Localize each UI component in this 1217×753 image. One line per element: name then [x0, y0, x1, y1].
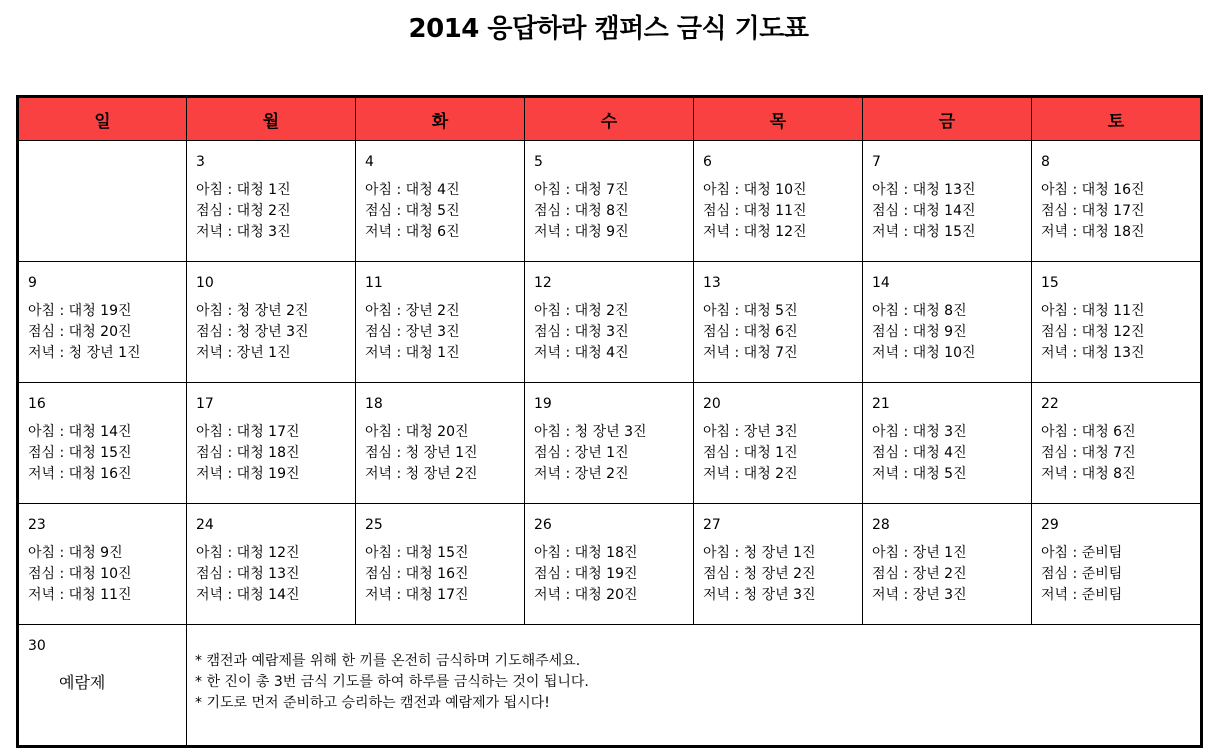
day-cell	[18, 625, 187, 747]
day-number: 15	[1041, 275, 1059, 291]
meal-dinner: 저녁 : 대청 11진	[28, 587, 132, 603]
day-cell	[1032, 262, 1202, 383]
day-cell	[356, 141, 525, 262]
week-row	[18, 141, 1202, 262]
notes-list	[187, 625, 1200, 714]
note-item: * 한 진이 총 3번 금식 기도를 하여 하루를 금식하는 것이 됩니다.	[195, 674, 589, 690]
meal-lunch: 점심 : 청 장년 3진	[196, 324, 309, 340]
day-number: 20	[703, 396, 721, 412]
fasting-calendar	[16, 95, 1203, 748]
meal-schedule	[694, 175, 862, 243]
meal-breakfast: 아침 : 대청 14진	[28, 424, 132, 440]
day-cell	[18, 383, 187, 504]
meal-schedule	[1032, 296, 1200, 364]
final-week-row	[18, 625, 1202, 747]
day-cell	[863, 141, 1032, 262]
meal-schedule	[525, 417, 693, 485]
meal-breakfast: 아침 : 대청 3진	[872, 424, 967, 440]
meal-schedule	[694, 296, 862, 364]
weekday-header-wed: 수	[525, 97, 694, 141]
day-number: 12	[534, 275, 552, 291]
day-cell	[18, 141, 187, 262]
meal-schedule	[187, 175, 355, 243]
meal-breakfast: 아침 : 대청 1진	[196, 182, 291, 198]
meal-breakfast: 아침 : 대청 13진	[872, 182, 976, 198]
weekday-header-sat: 토	[1032, 97, 1202, 141]
meal-dinner: 저녁 : 대청 18진	[1041, 224, 1145, 240]
weekday-header-tue: 화	[356, 97, 525, 141]
meal-breakfast: 아침 : 대청 17진	[196, 424, 300, 440]
day-cell	[525, 504, 694, 625]
meal-lunch: 점심 : 준비팀	[1041, 566, 1123, 582]
week-row	[18, 504, 1202, 625]
day-cell	[863, 262, 1032, 383]
day-number: 3	[196, 154, 205, 170]
day-cell	[187, 504, 356, 625]
meal-lunch: 점심 : 대청 5진	[365, 203, 460, 219]
meal-schedule	[19, 175, 186, 180]
day-cell	[18, 262, 187, 383]
meal-dinner: 저녁 : 대청 14진	[196, 587, 300, 603]
day-number: 17	[196, 396, 214, 412]
meal-schedule	[187, 296, 355, 364]
meal-breakfast: 아침 : 대청 2진	[534, 303, 629, 319]
day-cell	[187, 383, 356, 504]
page-title: 2014 응답하라 캠퍼스 금식 기도표	[408, 14, 809, 44]
day-number: 18	[365, 396, 383, 412]
day-cell	[1032, 141, 1202, 262]
meal-dinner: 저녁 : 청 장년 1진	[28, 345, 141, 361]
weekday-header-sun: 일	[18, 97, 187, 141]
meal-lunch: 점심 : 대청 18진	[196, 445, 300, 461]
event-label: 예람제	[59, 673, 106, 692]
day-cell	[187, 262, 356, 383]
meal-lunch: 점심 : 청 장년 2진	[703, 566, 816, 582]
meal-dinner: 저녁 : 대청 7진	[703, 345, 798, 361]
meal-breakfast: 아침 : 청 장년 3진	[534, 424, 647, 440]
meal-schedule	[1032, 417, 1200, 485]
meal-breakfast: 아침 : 준비팀	[1041, 545, 1123, 561]
day-number: 11	[365, 275, 383, 291]
meal-lunch: 점심 : 대청 15진	[28, 445, 132, 461]
day-number: 22	[1041, 396, 1059, 412]
day-number: 24	[196, 517, 214, 533]
meal-breakfast: 아침 : 장년 1진	[872, 545, 967, 561]
meal-dinner: 저녁 : 대청 20진	[534, 587, 638, 603]
meal-dinner: 저녁 : 대청 17진	[365, 587, 469, 603]
meal-dinner: 저녁 : 대청 10진	[872, 345, 976, 361]
meal-lunch: 점심 : 대청 3진	[534, 324, 629, 340]
meal-schedule	[356, 417, 524, 485]
day-cell	[863, 383, 1032, 504]
meal-lunch: 점심 : 대청 12진	[1041, 324, 1145, 340]
meal-schedule	[187, 417, 355, 485]
meal-lunch: 점심 : 대청 11진	[703, 203, 807, 219]
meal-dinner: 저녁 : 대청 1진	[365, 345, 460, 361]
day-number: 29	[1041, 517, 1059, 533]
day-number: 8	[1041, 154, 1050, 170]
day-cell	[356, 262, 525, 383]
day-number: 10	[196, 275, 214, 291]
meal-schedule	[356, 538, 524, 606]
meal-schedule	[525, 296, 693, 364]
day-number: 6	[703, 154, 712, 170]
meal-breakfast: 아침 : 대청 6진	[1041, 424, 1136, 440]
meal-breakfast: 아침 : 청 장년 2진	[196, 303, 309, 319]
meal-breakfast: 아침 : 대청 20진	[365, 424, 469, 440]
meal-breakfast: 아침 : 대청 4진	[365, 182, 460, 198]
meal-lunch: 점심 : 장년 2진	[872, 566, 967, 582]
meal-dinner: 저녁 : 대청 2진	[703, 466, 798, 482]
meal-dinner: 저녁 : 청 장년 2진	[365, 466, 478, 482]
meal-breakfast: 아침 : 대청 19진	[28, 303, 132, 319]
day-number: 9	[28, 275, 37, 291]
meal-schedule	[1032, 538, 1200, 606]
note-item: * 캠전과 예람제를 위해 한 끼를 온전히 금식하며 기도해주세요.	[195, 653, 581, 669]
day-number: 28	[872, 517, 890, 533]
day-number: 30	[28, 638, 46, 654]
meal-breakfast: 아침 : 대청 18진	[534, 545, 638, 561]
day-number: 7	[872, 154, 881, 170]
week-row	[18, 383, 1202, 504]
meal-breakfast: 아침 : 대청 10진	[703, 182, 807, 198]
meal-lunch: 점심 : 대청 17진	[1041, 203, 1145, 219]
day-number: 19	[534, 396, 552, 412]
day-cell	[18, 504, 187, 625]
meal-breakfast: 아침 : 장년 2진	[365, 303, 460, 319]
meal-schedule	[863, 175, 1031, 243]
meal-lunch: 점심 : 대청 1진	[703, 445, 798, 461]
day-cell	[1032, 383, 1202, 504]
meal-lunch: 점심 : 장년 1진	[534, 445, 629, 461]
meal-breakfast: 아침 : 대청 15진	[365, 545, 469, 561]
meal-breakfast: 아침 : 장년 3진	[703, 424, 798, 440]
meal-dinner: 저녁 : 장년 2진	[534, 466, 629, 482]
meal-lunch: 점심 : 대청 13진	[196, 566, 300, 582]
meal-schedule	[356, 296, 524, 364]
day-number: 13	[703, 275, 721, 291]
meal-schedule	[19, 538, 186, 606]
meal-schedule	[863, 538, 1031, 606]
meal-breakfast: 아침 : 대청 7진	[534, 182, 629, 198]
meal-dinner: 저녁 : 장년 3진	[872, 587, 967, 603]
meal-breakfast: 아침 : 청 장년 1진	[703, 545, 816, 561]
meal-dinner: 저녁 : 대청 8진	[1041, 466, 1136, 482]
day-number: 21	[872, 396, 890, 412]
meal-lunch: 점심 : 대청 4진	[872, 445, 967, 461]
meal-breakfast: 아침 : 대청 5진	[703, 303, 798, 319]
day-number: 14	[872, 275, 890, 291]
note-item: * 기도로 먼저 준비하고 승리하는 캠전과 예람제가 됩시다!	[195, 695, 550, 711]
day-cell	[525, 383, 694, 504]
day-number: 4	[365, 154, 374, 170]
weekday-header-mon: 월	[187, 97, 356, 141]
meal-dinner: 저녁 : 대청 19진	[196, 466, 300, 482]
meal-schedule	[187, 538, 355, 606]
day-number: 5	[534, 154, 543, 170]
meal-dinner: 저녁 : 대청 15진	[872, 224, 976, 240]
meal-schedule	[694, 417, 862, 485]
meal-schedule	[19, 296, 186, 364]
meal-lunch: 점심 : 장년 3진	[365, 324, 460, 340]
meal-dinner: 저녁 : 장년 1진	[196, 345, 291, 361]
day-cell	[356, 383, 525, 504]
day-cell	[1032, 504, 1202, 625]
weekday-header-fri: 금	[863, 97, 1032, 141]
day-cell	[694, 383, 863, 504]
day-cell	[525, 141, 694, 262]
meal-schedule	[525, 538, 693, 606]
meal-lunch: 점심 : 대청 7진	[1041, 445, 1136, 461]
meal-schedule	[356, 175, 524, 243]
meal-dinner: 저녁 : 준비팀	[1041, 587, 1123, 603]
day-number: 25	[365, 517, 383, 533]
meal-lunch: 점심 : 대청 8진	[534, 203, 629, 219]
meal-lunch: 점심 : 대청 6진	[703, 324, 798, 340]
notes-cell	[187, 625, 1202, 747]
meal-dinner: 저녁 : 대청 6진	[365, 224, 460, 240]
day-cell	[525, 262, 694, 383]
meal-lunch: 점심 : 청 장년 1진	[365, 445, 478, 461]
week-row	[18, 262, 1202, 383]
meal-lunch: 점심 : 대청 2진	[196, 203, 291, 219]
day-number: 27	[703, 517, 721, 533]
meal-dinner: 저녁 : 대청 13진	[1041, 345, 1145, 361]
meal-dinner: 저녁 : 청 장년 3진	[703, 587, 816, 603]
day-number	[19, 141, 186, 175]
meal-lunch: 점심 : 대청 9진	[872, 324, 967, 340]
day-number: 26	[534, 517, 552, 533]
weekday-header-row	[18, 97, 1202, 141]
meal-breakfast: 아침 : 대청 11진	[1041, 303, 1145, 319]
day-number: 23	[28, 517, 46, 533]
meal-lunch: 점심 : 대청 10진	[28, 566, 132, 582]
day-number: 16	[28, 396, 46, 412]
meal-schedule	[694, 538, 862, 606]
day-cell	[863, 504, 1032, 625]
meal-lunch: 점심 : 대청 14진	[872, 203, 976, 219]
meal-lunch: 점심 : 대청 19진	[534, 566, 638, 582]
meal-breakfast: 아침 : 대청 9진	[28, 545, 123, 561]
day-cell	[187, 141, 356, 262]
meal-schedule	[19, 417, 186, 485]
meal-breakfast: 아침 : 대청 8진	[872, 303, 967, 319]
meal-schedule	[863, 417, 1031, 485]
meal-dinner: 저녁 : 대청 5진	[872, 466, 967, 482]
day-cell	[694, 262, 863, 383]
meal-lunch: 점심 : 대청 16진	[365, 566, 469, 582]
meal-lunch: 점심 : 대청 20진	[28, 324, 132, 340]
meal-breakfast: 아침 : 대청 12진	[196, 545, 300, 561]
meal-dinner: 저녁 : 대청 9진	[534, 224, 629, 240]
weekday-header-thu: 목	[694, 97, 863, 141]
meal-dinner: 저녁 : 대청 3진	[196, 224, 291, 240]
meal-schedule	[1032, 175, 1200, 243]
meal-schedule	[525, 175, 693, 243]
meal-breakfast: 아침 : 대청 16진	[1041, 182, 1145, 198]
day-cell	[694, 504, 863, 625]
meal-dinner: 저녁 : 대청 12진	[703, 224, 807, 240]
day-cell	[356, 504, 525, 625]
meal-dinner: 저녁 : 대청 4진	[534, 345, 629, 361]
meal-dinner: 저녁 : 대청 16진	[28, 466, 132, 482]
day-cell	[694, 141, 863, 262]
meal-schedule	[863, 296, 1031, 364]
